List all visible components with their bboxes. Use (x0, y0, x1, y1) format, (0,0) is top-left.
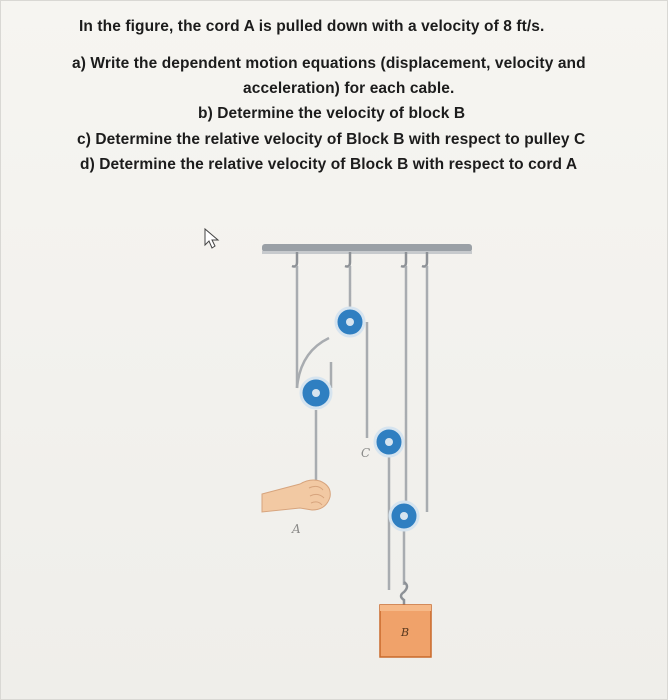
cord-a-label: A (292, 522, 301, 536)
part-d: d) Determine the relative velocity of Block B with respect to cord A (80, 156, 578, 173)
block-b-label: B (401, 626, 410, 639)
pulley-c-label: C (361, 446, 371, 460)
part-a-line-2: acceleration) for each cable. (243, 80, 455, 97)
ceiling-hooks (292, 252, 427, 267)
hand-icon (262, 480, 330, 512)
pulley-upper (336, 308, 364, 336)
ceiling-support (262, 244, 472, 252)
problem-intro: In the figure, the cord A is pulled down with a velocity of 8 ft/s. (79, 18, 545, 35)
part-a-line-1: a) Write the dependent motion equations (displacement, velocity and (72, 55, 586, 72)
part-b: b) Determine the velocity of block B (198, 105, 466, 122)
pulley-left (301, 378, 331, 408)
ceiling-shadow (262, 251, 472, 254)
pulley-lower (390, 502, 418, 530)
part-c: c) Determine the relative velocity of Block B with respect to pulley C (77, 131, 586, 148)
pulley-c[interactable] (375, 428, 403, 456)
cursor-icon (205, 229, 218, 248)
block-hook (401, 582, 407, 608)
block-b-highlight (380, 605, 431, 611)
